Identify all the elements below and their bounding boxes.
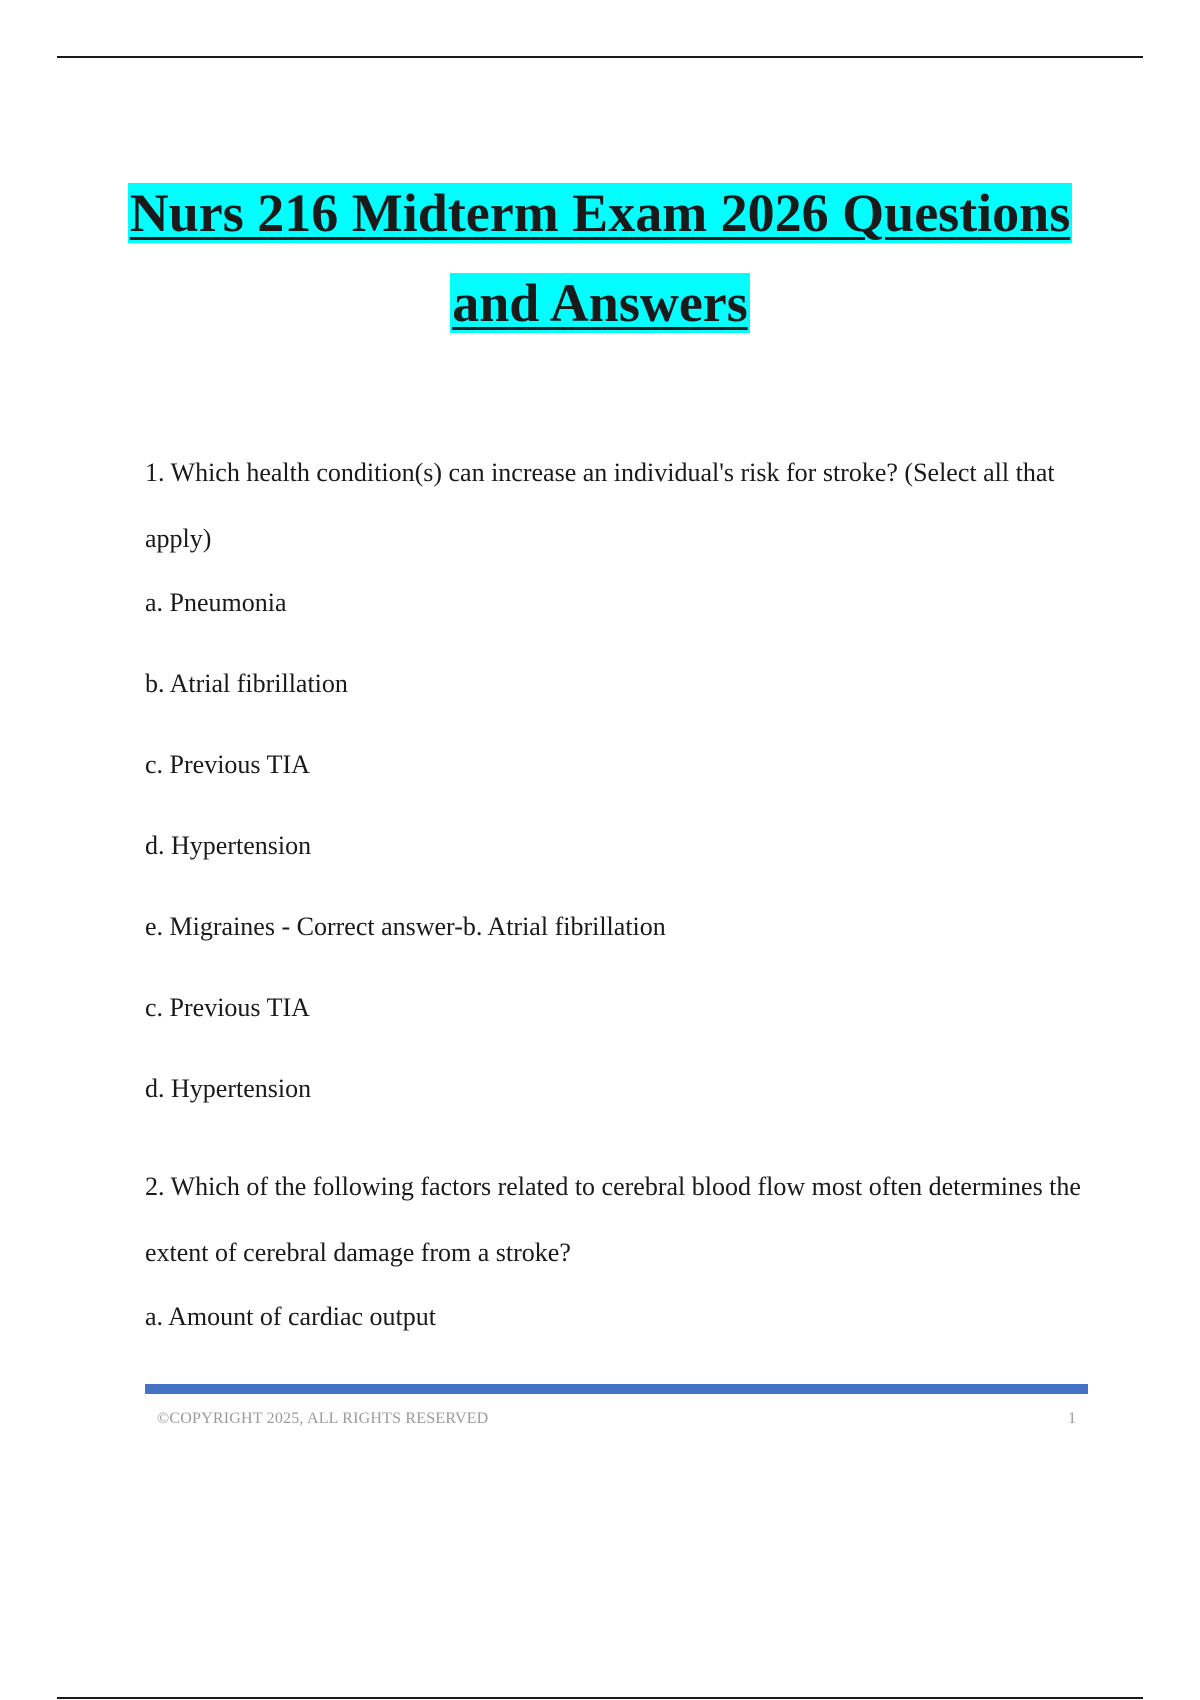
document-body — [145, 440, 1090, 1333]
question-1-text: 1. Which health condition(s) can increase an individual's risk for stroke? (Select all that apply) — [145, 458, 1055, 553]
footer-copyright: ©COPYRIGHT 2025, ALL RIGHTS RESERVED — [157, 1410, 489, 1427]
question-1-answer-d: d. Hypertension — [145, 1074, 312, 1103]
question-1-answer-c: c. Previous TIA — [145, 993, 310, 1022]
title-line-1: Nurs 216 Midterm Exam 2026 Questions — [129, 183, 1071, 243]
bottom-rule — [57, 1697, 1143, 1699]
question-1-option-e-answer: e. Migraines - Correct answer-b. Atrial fibrillation — [145, 912, 666, 941]
question-1-option-c: c. Previous TIA — [145, 750, 310, 779]
title-line-2: and Answers — [452, 273, 748, 333]
question-2-text: 2. Which of the following factors related to cerebral blood flow most often determines the extent of cerebral damage from a stroke? — [145, 1172, 1081, 1267]
footer-bar — [145, 1384, 1088, 1394]
question-2-option-a: a. Amount of cardiac output — [145, 1302, 436, 1331]
question-1-option-a: a. Pneumonia — [145, 588, 287, 617]
question-1-option-b: b. Atrial fibrillation — [145, 669, 348, 698]
page-number: 1 — [1068, 1410, 1076, 1427]
top-rule — [57, 56, 1143, 58]
question-1-option-d: d. Hypertension — [145, 831, 312, 860]
page-title — [0, 168, 1200, 348]
